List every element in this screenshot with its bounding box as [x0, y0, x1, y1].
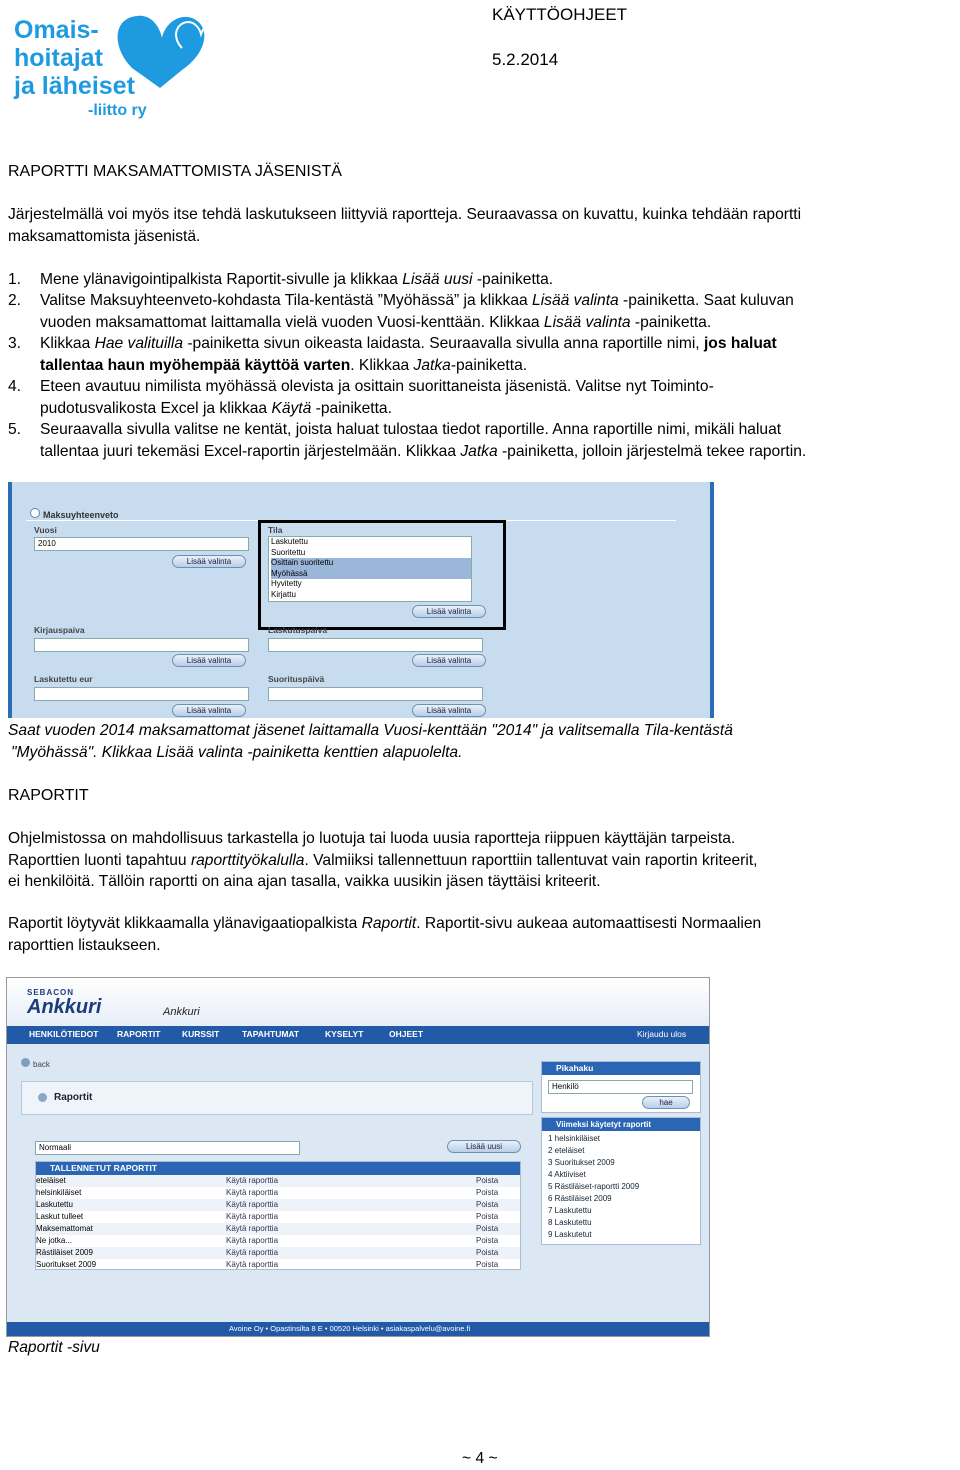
vuosi-label: Vuosi — [34, 525, 57, 535]
recent-report-link[interactable]: 7 Laskutettu — [548, 1206, 592, 1215]
recent-report-link[interactable]: 3 Suoritukset 2009 — [548, 1158, 615, 1167]
laskutettu-input[interactable] — [34, 687, 249, 701]
s2-p1-line3: ei henkilöitä. Tällöin raportti on aina ajan tasalla, vaikka uusikin jäsen täyttäisi kriteerit. — [8, 873, 601, 890]
recent-report-link[interactable]: 1 helsinkiläiset — [548, 1134, 601, 1143]
vuosi-add-button[interactable]: Lisää valinta — [172, 555, 246, 568]
tila-option[interactable]: Laskutettu — [271, 537, 308, 546]
saved-report-row: Maksemattomat Käytä raporttia Poista — [36, 1223, 520, 1235]
step-5-cont: tallentaa juuri tekemäsi Excel-raportin järjestelmään. Klikkaa Jatka -painiketta, jolloin järjestelmä tekee raportin. — [40, 443, 807, 460]
app-header — [7, 978, 709, 1026]
tila-option[interactable]: Hyvitetty — [271, 579, 302, 589]
step-4: 4. Eteen avautuu nimilista myöhässä olevista ja osittain suorittaneista jäsenistä. Valitse nyt Toiminto- — [8, 378, 714, 395]
recent-report-link[interactable]: 8 Laskutettu — [548, 1218, 592, 1227]
page-title-icon — [38, 1093, 47, 1102]
page-title: Raportit — [54, 1092, 93, 1103]
nav-kyselyt[interactable]: KYSELYT — [325, 1029, 364, 1039]
tila-option[interactable]: Kirjattu — [271, 589, 296, 599]
tila-option[interactable]: Osittain suoritettu — [271, 558, 471, 569]
logout-link[interactable]: Kirjaudu ulos — [637, 1029, 687, 1039]
recent-report-link[interactable]: 5 Rästiläiset-raportti 2009 — [548, 1182, 640, 1191]
recent-report-link[interactable]: 2 eteläiset — [548, 1146, 585, 1155]
saved-report-row: Ne jotka... Käytä raporttia Poista — [36, 1236, 499, 1245]
tila-label: Tila — [268, 525, 283, 535]
s2-p2-line1: Raportit löytyvät klikkaamalla ylänavigaatiopalkista Raportit. Raportit-sivu aukeaa automaattisesti Normaalien — [8, 915, 762, 932]
step-1: 1. Mene ylänavigointipalkista Raportit-sivulle ja klikkaa Lisää uusi -painiketta. — [8, 271, 554, 288]
step-4-cont: pudotusvalikosta Excel ja klikkaa Käytä -painiketta. — [40, 400, 392, 417]
step-5: 5. Seuraavalla sivulla valitse ne kentät, joista haluat tulostaa tiedot raportille. Anna raportille nimi, mikäli haluat — [8, 421, 782, 438]
caption-1-line-2: "Myöhässä". Klikkaa Lisää valinta -painiketta kenttien alapuolelta. — [11, 744, 463, 761]
saved-report-row: Rästiläiset 2009 Käytä raporttia Poista — [36, 1247, 520, 1259]
intro-line-2: maksamattomista jäsenistä. — [8, 228, 201, 245]
brand-top: SEBACON — [27, 988, 75, 997]
laskutettu-label: Laskutettu eur — [34, 674, 93, 684]
caption-2: Raportit -sivu — [8, 1339, 100, 1356]
back-link[interactable]: back — [21, 1058, 50, 1069]
nav-raportit[interactable]: RAPORTIT — [117, 1029, 161, 1039]
logo-line-3: ja läheiset — [14, 72, 135, 100]
top-navigation — [7, 1026, 709, 1044]
kirjauspaiva-add-button[interactable]: Lisää valinta — [172, 654, 246, 667]
laskutuspaiva-input[interactable] — [268, 638, 483, 652]
step-2-cont: vuoden maksamattomat laittamalla vielä vuoden Vuosi-kenttään. Klikkaa Lisää valinta -painiketta. — [40, 314, 712, 331]
section-2-title: RAPORTIT — [8, 787, 89, 804]
quick-search-header: Pikahaku — [542, 1062, 700, 1075]
saved-report-row: Laskut tulleet Käytä raporttia Poista — [36, 1212, 499, 1221]
laskutuspaiva-label: Laskutuspaiva — [268, 625, 328, 635]
tila-option[interactable]: Myöhässä — [271, 569, 471, 580]
saved-reports-header: TALLENNETUT RAPORTIT — [36, 1162, 520, 1175]
screenshot-raportit-page — [6, 977, 710, 1337]
kirjauspaiva-input[interactable] — [34, 638, 249, 652]
logo-line-1: Omais- — [14, 16, 99, 44]
page-number: ~ 4 ~ — [462, 1450, 498, 1467]
report-type-select[interactable]: Normaali — [35, 1141, 300, 1155]
laskutuspaiva-add-button[interactable]: Lisää valinta — [412, 654, 486, 667]
saved-report-row: eteläiset Käytä raporttia Poista — [36, 1175, 520, 1187]
doc-date: 5.2.2014 — [492, 50, 559, 69]
step-3: 3. Klikkaa Hae valituilla -painiketta sivun oikeasta laidasta. Seuraavalla sivulla anna raportille nimi, jos haluat — [8, 335, 777, 352]
saved-reports-panel — [35, 1161, 521, 1270]
brand-name: Ankkuri — [27, 996, 102, 1018]
page-title-box — [21, 1081, 533, 1115]
recent-report-link[interactable]: 4 Aktiiviset — [548, 1170, 586, 1179]
tila-option[interactable]: Suoritettu — [271, 547, 306, 557]
back-arrow-icon — [21, 1058, 30, 1067]
quick-search-button[interactable]: hae — [642, 1096, 690, 1109]
section-title: RAPORTTI MAKSAMATTOMISTA JÄSENISTÄ — [8, 163, 342, 180]
s2-p1-line1: Ohjelmistossa on mahdollisuus tarkastella jo luotuja tai luoda uusia raportteja riippuen käyttäjän tarpeista. — [8, 830, 736, 847]
suorituspaiva-input[interactable] — [268, 687, 483, 701]
recent-report-link[interactable]: 9 Laskutetut — [548, 1230, 592, 1239]
suorituspaiva-add-button[interactable]: Lisää valinta — [412, 704, 486, 717]
add-new-button[interactable]: Lisää uusi — [447, 1140, 521, 1153]
quick-search-select[interactable]: Henkilö — [548, 1080, 693, 1094]
quick-search-panel — [541, 1061, 701, 1113]
s2-p1-line2: Raporttien luonti tapahtuu raporttityökalulla. Valmiiksi tallennettuun raporttiin tallentuvat vain raportin kriteerit, — [8, 852, 758, 869]
s2-p2-line2: raporttien listaukseen. — [8, 937, 161, 954]
organization-logo — [12, 8, 212, 122]
nav-kurssit[interactable]: KURSSIT — [182, 1029, 220, 1039]
saved-report-row: Laskutettu Käytä raporttia Poista — [36, 1199, 520, 1211]
screenshot-maksuyhteenveto — [8, 482, 714, 718]
nav-henkilotiedot[interactable]: HENKILÖTIEDOT — [29, 1029, 99, 1039]
step-2: 2. Valitse Maksuyhteenveto-kohdasta Tila-kentästä ”Myöhässä” ja klikkaa Lisää valinta -painiketta. Saat kuluvan — [8, 292, 794, 309]
kirjauspaiva-label: Kirjauspaiva — [34, 625, 85, 635]
vuosi-input[interactable]: 2010 — [34, 537, 249, 551]
nav-tapahtumat[interactable]: TAPAHTUMAT — [242, 1029, 300, 1039]
app-footer — [7, 1322, 709, 1336]
saved-report-row: helsinkiläiset Käytä raporttia Poista — [36, 1188, 499, 1197]
brand-sub: Ankkuri — [163, 1006, 200, 1018]
tila-add-button[interactable]: Lisää valinta — [412, 605, 486, 618]
footer-text: Avoine Oy • Opastinsilta 8 E • 00520 Helsinki • asiakaspalvelu@avoine.fi — [229, 1324, 471, 1333]
nav-ohjeet[interactable]: OHJEET — [389, 1029, 424, 1039]
logo-line-2: hoitajat — [14, 44, 103, 72]
logo-line-4: -liitto ry — [88, 102, 147, 119]
doc-type: KÄYTTÖOHJEET — [492, 5, 628, 24]
recent-reports-panel — [541, 1117, 701, 1245]
step-3-cont: tallentaa haun myöhempää käyttöä varten. Klikkaa Jatka-painiketta. — [40, 357, 528, 374]
suorituspaiva-label: Suorituspäivä — [268, 674, 325, 684]
laskutettu-add-button[interactable]: Lisää valinta — [172, 704, 246, 717]
intro-line-1: Järjestelmällä voi myös itse tehdä laskutukseen liittyviä raportteja. Seuraavassa on kuvattu, kuinka tehdään raportti — [8, 206, 802, 223]
panel-toggle-icon — [30, 508, 40, 518]
recent-reports-header: Viimeksi käytetyt raportit — [542, 1118, 700, 1131]
recent-report-link[interactable]: 6 Rästiläiset 2009 — [548, 1194, 612, 1203]
tila-listbox[interactable] — [268, 536, 472, 602]
caption-1-line-1: Saat vuoden 2014 maksamattomat jäsenet laittamalla Vuosi-kenttään "2014" ja valitsemalla Tila-kentästä — [8, 722, 733, 739]
saved-report-row: Suoritukset 2009 Käytä raporttia Poista — [36, 1260, 499, 1269]
panel-title: Maksuyhteenveto — [30, 508, 119, 520]
